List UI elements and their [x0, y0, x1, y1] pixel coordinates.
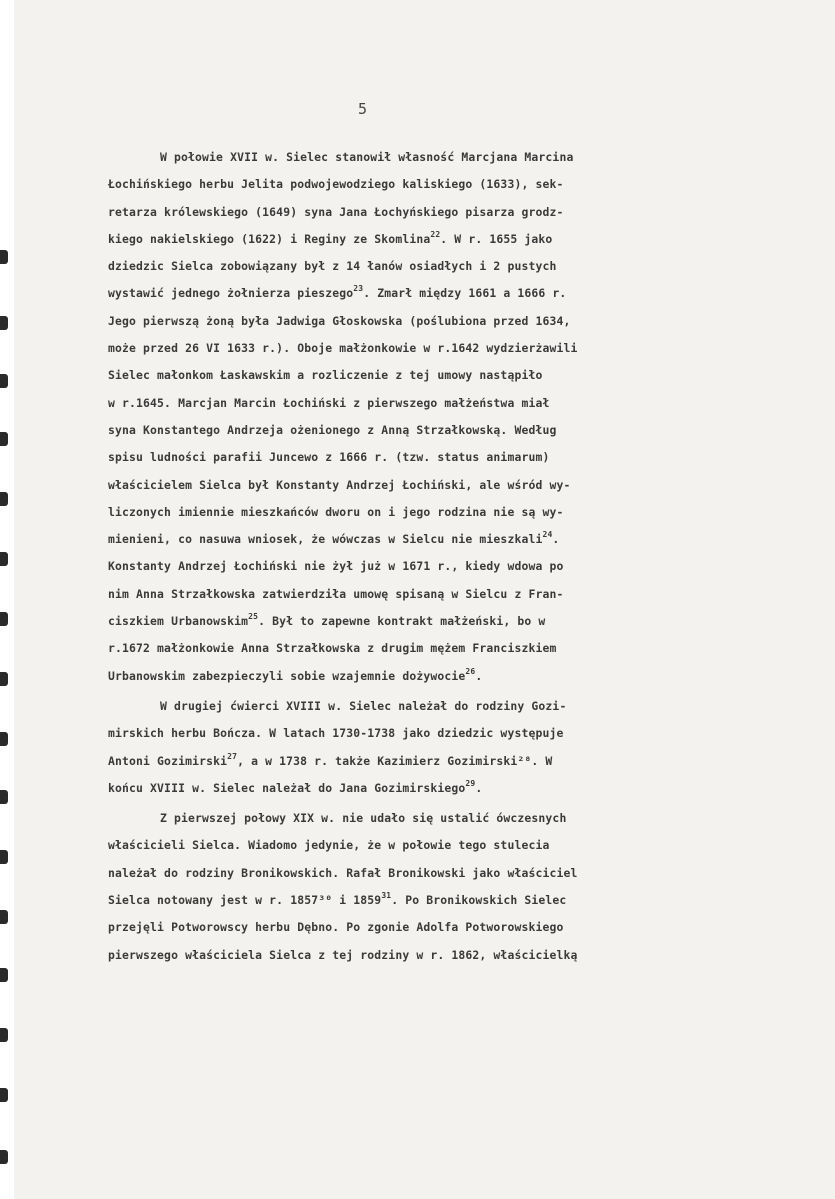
line-text: Jego pierwszą żoną była Jadwiga Głoskowska (poślubiona przed 1634,: [108, 313, 571, 328]
text-line: [108, 199, 828, 226]
binding-edge: [0, 0, 14, 1199]
footnote-ref: 23: [353, 284, 364, 294]
line-text: ciszkiem Urbanowskim: [108, 614, 249, 629]
binding-ring: [0, 850, 8, 864]
text-line: [108, 390, 828, 417]
line-text: Sielca notowany jest w r. 1857³⁰ i 1859: [108, 893, 382, 908]
text-line: [108, 499, 828, 526]
line-text: Z pierwszej połowy XIX w. nie udało się ustalić ówczesnych: [160, 811, 567, 826]
line-text-tail: .: [475, 780, 483, 795]
text-line: [108, 417, 828, 444]
binding-ring: [0, 250, 8, 264]
binding-ring: [0, 790, 8, 804]
line-text: spisu ludności parafii Juncewo z 1666 r. (tzw. status animarum): [108, 450, 550, 465]
footnote-ref: 22: [430, 229, 441, 239]
line-text: właścicielem Sielca był Konstanty Andrzej Łochiński, ale wśród wy-: [108, 477, 571, 492]
binding-ring: [0, 1150, 8, 1164]
line-text-tail: . Po Bronikowskich Sielec: [391, 893, 567, 908]
line-text: Urbanowskim zabezpieczyli sobie wzajemnie dożywocie: [108, 668, 466, 683]
line-text: Sielec małonkom Łaskawskim a rozliczenie z tej umowy nastąpiło: [108, 368, 543, 383]
line-text: mienieni, co nasuwa wniosek, że wówczas w Sielcu nie mieszkali: [108, 532, 543, 547]
document-body: [108, 144, 828, 969]
line-text-tail: .: [552, 532, 560, 547]
footnote-ref: 29: [465, 778, 476, 788]
text-line: [108, 887, 828, 914]
line-text: pierwszego właściciela Sielca z tej rodziny w r. 1862, właścicielką: [108, 947, 578, 962]
binding-ring: [0, 492, 8, 506]
footnote-ref: 25: [248, 612, 259, 622]
footnote-ref: 31: [381, 891, 392, 901]
text-line: [108, 748, 828, 775]
line-text: końcu XVIII w. Sielec należał do Jana Gozimirskiego: [108, 780, 466, 795]
text-line: [108, 693, 828, 720]
line-text: r.1672 małżonkowie Anna Strzałkowska z drugim mężem Franciszkiem: [108, 641, 557, 656]
line-text: może przed 26 VI 1633 r.). Oboje małżonkowie w r.1642 wydzierżawili: [108, 341, 578, 356]
line-text: dziedzic Sielca zobowiązany był z 14 łanów osiadłych i 2 pustych: [108, 259, 557, 274]
line-text-tail: , a w 1738 r. także Kazimierz Gozimirski²⁸. W: [237, 753, 553, 768]
text-line: [108, 308, 828, 335]
text-line: [108, 942, 828, 969]
text-line: [108, 608, 828, 635]
line-text: mirskich herbu Bończa. W latach 1730-1738 jako dziedzic występuje: [108, 726, 564, 741]
text-line: [108, 472, 828, 499]
text-line: [108, 253, 828, 280]
line-text: przejęli Potworowscy herbu Dębno. Po zgonie Adolfa Potworowskiego: [108, 920, 564, 935]
text-line: [108, 914, 828, 941]
text-line: [108, 805, 828, 832]
line-text: liczonych imiennie mieszkańców dworu on i jego rodzina nie są wy-: [108, 504, 564, 519]
line-text: należał do rodziny Bronikowskich. Rafał Bronikowski jako właściciel: [108, 865, 578, 880]
text-line: [108, 526, 828, 553]
text-line: [108, 444, 828, 471]
line-text: w r.1645. Marcjan Marcin Łochiński z pierwszego małżeństwa miał: [108, 395, 550, 410]
text-line: [108, 362, 828, 389]
text-line: [108, 280, 828, 307]
text-line: [108, 144, 828, 171]
binding-ring: [0, 432, 8, 446]
text-line: [108, 171, 828, 198]
binding-ring: [0, 1088, 8, 1102]
line-text: Antoni Gozimirski: [108, 753, 228, 768]
footnote-ref: 27: [227, 751, 238, 761]
text-line: [108, 663, 828, 690]
text-line: [108, 860, 828, 887]
binding-ring: [0, 1028, 8, 1042]
line-text: retarza królewskiego (1649) syna Jana Łochyńskiego pisarza grodz-: [108, 204, 564, 219]
line-text: właścicieli Sielca. Wiadomo jedynie, że w połowie tego stulecia: [108, 838, 550, 853]
line-text: nim Anna Strzałkowska zatwierdziła umowę spisaną w Sielcu z Fran-: [108, 586, 564, 601]
text-line: [108, 720, 828, 747]
line-text: syna Konstantego Andrzeja ożenionego z Anną Strzałkowską. Według: [108, 422, 557, 437]
binding-ring: [0, 374, 8, 388]
binding-ring: [0, 552, 8, 566]
text-line: [108, 775, 828, 802]
line-text: kiego nakielskiego (1622) i Reginy ze Skomlina: [108, 231, 431, 246]
binding-ring: [0, 968, 8, 982]
footnote-ref: 26: [465, 666, 476, 676]
line-text-tail: . Był to zapewne kontrakt małżeński, bo w: [258, 614, 546, 629]
line-text: Łochińskiego herbu Jelita podwojewodziego kaliskiego (1633), sek-: [108, 177, 564, 192]
line-text: Konstanty Andrzej Łochiński nie żył już w 1671 r., kiedy wdowa po: [108, 559, 564, 574]
binding-ring: [0, 612, 8, 626]
text-line: [108, 335, 828, 362]
line-text: W połowie XVII w. Sielec stanowił własność Marcjana Marcina: [160, 150, 574, 164]
text-line: [108, 226, 828, 253]
line-text-tail: . Zmarł między 1661 a 1666 r.: [363, 286, 567, 301]
text-line: [108, 635, 828, 662]
line-text-tail: . W r. 1655 jako: [440, 231, 553, 246]
line-text: wystawić jednego żołnierza pieszego: [108, 286, 354, 301]
text-line: [108, 832, 828, 859]
binding-ring: [0, 910, 8, 924]
binding-ring: [0, 316, 8, 330]
text-line: [108, 553, 828, 580]
footnote-ref: 24: [542, 530, 553, 540]
page-number: 5: [358, 100, 368, 118]
binding-ring: [0, 672, 8, 686]
binding-ring: [0, 732, 8, 746]
line-text: W drugiej ćwierci XVIII w. Sielec należał do rodziny Gozi-: [160, 698, 567, 713]
line-text-tail: .: [475, 668, 483, 683]
text-line: [108, 581, 828, 608]
